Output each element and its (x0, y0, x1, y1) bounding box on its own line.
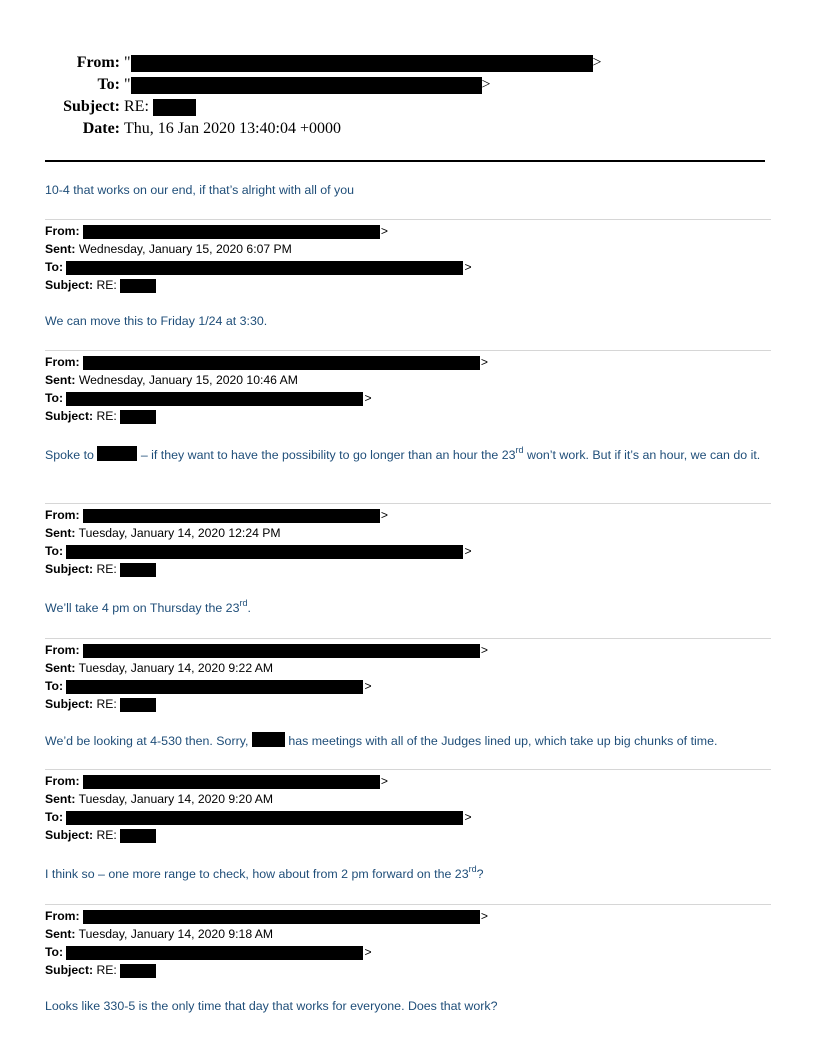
email-body: We’d be looking at 4-530 then. Sorry, has meetings with all of the Judges lined up, which take up big chunks of time. (45, 734, 718, 748)
redaction-block (120, 279, 156, 293)
email-body: We can move this to Friday 1/24 at 3:30. (45, 314, 268, 328)
redaction-block (66, 811, 463, 825)
email-to-row: To: > (45, 260, 472, 274)
email-sent-value: Tuesday, January 14, 2020 12:24 PM (78, 526, 281, 540)
email-from-row: From: > (45, 224, 389, 238)
email-separator (45, 638, 771, 639)
email-to-row: To: > (45, 810, 472, 824)
email-sent-value: Wednesday, January 15, 2020 10:46 AM (78, 373, 298, 387)
redaction-block (120, 563, 156, 577)
email-body: Spoke to – if they want to have the possibility to go longer than an hour the 23rd won’t work. But if it’s an hour, we can do it. (45, 444, 761, 462)
email-separator (45, 769, 771, 770)
email-sent-value: Tuesday, January 14, 2020 9:18 AM (78, 927, 274, 941)
email-subject-row: Subject: RE: (45, 826, 156, 844)
email-sent-value: Tuesday, January 14, 2020 9:22 AM (78, 661, 274, 675)
email-from-row: From: > (45, 774, 389, 788)
header-subject-value: RE: (124, 98, 149, 115)
redaction-block (83, 509, 380, 523)
email-to-row: To: > (45, 544, 472, 558)
email-body: I think so – one more range to check, how about from 2 pm forward on the 23rd? (45, 863, 484, 881)
redaction-block (120, 410, 156, 424)
redaction-block (97, 446, 137, 461)
redaction-block (120, 964, 156, 978)
header-from-gt: > (592, 54, 602, 71)
redaction-block (66, 946, 363, 960)
redaction-block (153, 99, 196, 116)
email-sent-value: Wednesday, January 15, 2020 6:07 PM (78, 242, 292, 256)
email-separator (45, 219, 771, 220)
email-to-row: To: > (45, 391, 372, 405)
redaction-block (66, 680, 363, 694)
top-message: 10-4 that works on our end, if that’s alright with all of you (45, 183, 355, 197)
header-from-label: From: (76, 54, 120, 71)
email-body: We’ll take 4 pm on Thursday the 23rd. (45, 597, 251, 615)
header-to-prefix: " (124, 76, 131, 93)
redaction-block (66, 392, 363, 406)
email-subject-row: Subject: RE: (45, 560, 156, 578)
email-from-row: From: > (45, 355, 489, 369)
email-from-row: From: > (45, 643, 489, 657)
email-sent-value: Tuesday, January 14, 2020 9:20 AM (78, 792, 274, 806)
email-sent-row: Sent: Tuesday, January 14, 2020 9:22 AM (45, 661, 274, 675)
redaction-block (83, 356, 480, 370)
redaction-block (83, 225, 380, 239)
redaction-block (66, 261, 463, 275)
email-separator (45, 904, 771, 905)
redaction-block (252, 732, 285, 747)
header-date-value: Thu, 16 Jan 2020 13:40:04 +0000 (124, 120, 342, 137)
email-separator (45, 503, 771, 504)
header-divider (45, 160, 765, 162)
email-body: Looks like 330-5 is the only time that day that works for everyone. Does that work? (45, 999, 498, 1013)
email-sent-row: Sent: Wednesday, January 15, 2020 10:46 AM (45, 373, 298, 387)
email-from-row: From: > (45, 909, 489, 923)
header-date-label: Date: (82, 120, 120, 137)
email-to-row: To: > (45, 945, 372, 959)
header-to-gt: > (481, 76, 491, 93)
header-to-label: To: (97, 76, 120, 93)
email-subject-row: Subject: RE: (45, 276, 156, 294)
email-separator (45, 350, 771, 351)
email-sent-row: Sent: Tuesday, January 14, 2020 12:24 PM (45, 526, 281, 540)
email-sent-row: Sent: Tuesday, January 14, 2020 9:20 AM (45, 792, 274, 806)
email-sent-row: Sent: Tuesday, January 14, 2020 9:18 AM (45, 927, 274, 941)
email-subject-row: Subject: RE: (45, 695, 156, 713)
email-sent-row: Sent: Wednesday, January 15, 2020 6:07 PM (45, 242, 292, 256)
redaction-block (83, 910, 480, 924)
redaction-block (120, 829, 156, 843)
header-from-prefix: " (124, 54, 131, 71)
redaction-block (120, 698, 156, 712)
redaction-block (83, 644, 480, 658)
email-subject-row: Subject: RE: (45, 407, 156, 425)
redaction-block (66, 545, 463, 559)
email-subject-row: Subject: RE: (45, 961, 156, 979)
redaction-block (83, 775, 380, 789)
redaction-block (131, 55, 593, 72)
redaction-block (131, 77, 482, 94)
email-from-row: From: > (45, 508, 389, 522)
email-to-row: To: > (45, 679, 372, 693)
header-subject-label: Subject: (63, 98, 120, 115)
